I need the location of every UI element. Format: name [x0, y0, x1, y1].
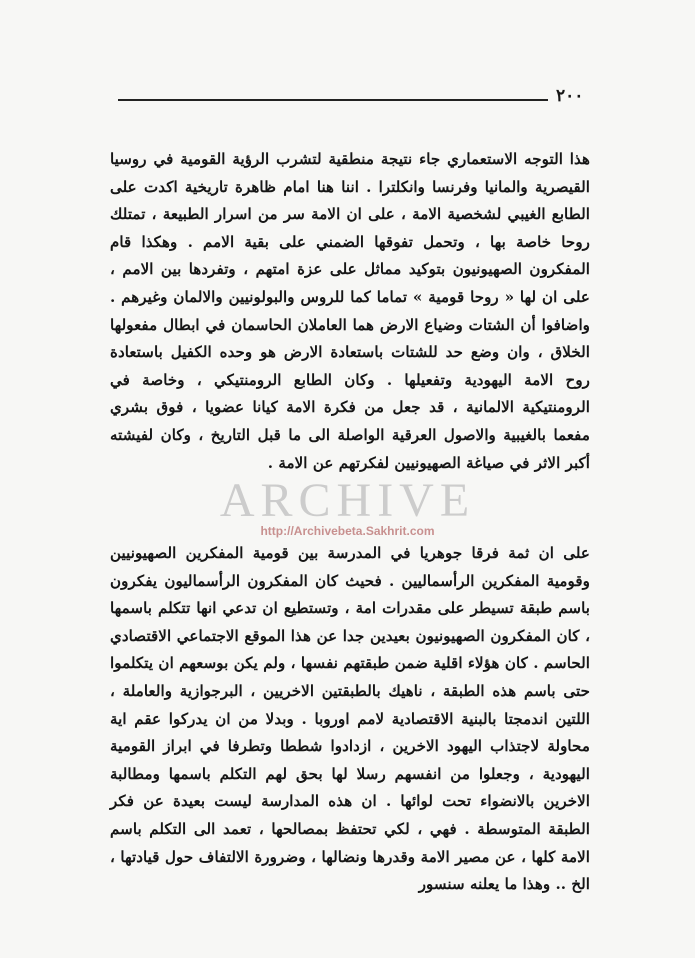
body-paragraph-2 [110, 540, 590, 899]
paragraph-text: على ان ثمة فرقا جوهريا في المدرسة بين قومية المفكرين الصهيونيين وقومية المفكرين الرأسماليين . فحيث كان المفكرون الرأسماليون يفكرون باسم طبقة تسيطر على مقدرات امة ، وتستطيع ان تدعي انها تتكلم باسمها ، كان المفكرون الصهيونيون بعيدين جدا عن هذا الموقع الاجتماعي الاقتصادي الحاسم . كان هؤلاء اقلية ضمن طبقتهم نفسها ، ولم يكن بوسعهم ان يتكلموا حتى باسم هذه الطبقة ، ناهيك بالطبقتين الاخريين ، البرجوازية والعاملة ، اللتين اندمجتا بالبنية الاقتصادية لامم اوروبا . وبدلا من ان يدركوا عقم اية محاولة لاجتذاب اليهود الاخرين ، ازدادوا شططا وتطرفا في ابراز القومية اليهودية ، وجعلوا من انفسهم رسلا لها بحق لهم التكلم باسمها ومطالبة الاخرين بالانضواء تحت لوائها . ان هذه المدارسة ليست بعيدة عن فكر الطبقة المتوسطة . فهي ، لكي تحتفظ بمصالحها ، تعمد الى التكلم باسم الامة كلها ، عن مصير الامة وقدرها ونضالها ، وضرورة الالتفاف حول قيادتها ، الخ .. وهذا ما يعلنه سنسور [110, 544, 590, 894]
body-paragraph-1 [110, 146, 590, 477]
header-rule [118, 99, 548, 101]
watermark-url: http://Archivebeta.Sakhrit.com [260, 524, 435, 538]
watermark-logo: ARCHIVE [219, 474, 476, 527]
page-number: ٢٠٠ [556, 86, 584, 106]
paragraph-text: هذا التوجه الاستعماري جاء نتيجة منطقية لتشرب الرؤية القومية في روسيا القيصرية والمانيا وفرنسا وانكلترا . اننا هنا امام ظاهرة تاريخية اكدت على الطابع الغيبي لشخصية الامة ، على ان الامة سر من اسرار الطبيعة ، تمتلك روحا خاصة بها ، وتحمل تفوقها الضمني على بقية الامم . وهكذا قام المفكرون الصهيونيون بتوكيد مماثل على عزة امتهم ، وتفردها بين الامم ، على ان لها « روحا قومية » تماما كما للروس والبولونيين والالمان وغيرهم . واضافوا أن الشتات وضياع الارض هما العاملان الحاسمان في ابطال مفعولها الخلاق ، وان وضع حد للشتات باستعادة الارض هو وحده الكفيل باستعادة روح الامة اليهودية وتفعيلها . وكان الطابع الرومنتيكي ، وخاصة في الرومنتيكية الالمانية ، قد جعل من فكرة الامة كيانا عضويا ، فوق بشري مفعما بالغيبية والاصول العرقية الواصلة الى ما قبل التاريخ ، وكان لفيشته أكبر الاثر في صياغة الصهيونيين لفكرتهم عن الامة . [110, 150, 590, 472]
